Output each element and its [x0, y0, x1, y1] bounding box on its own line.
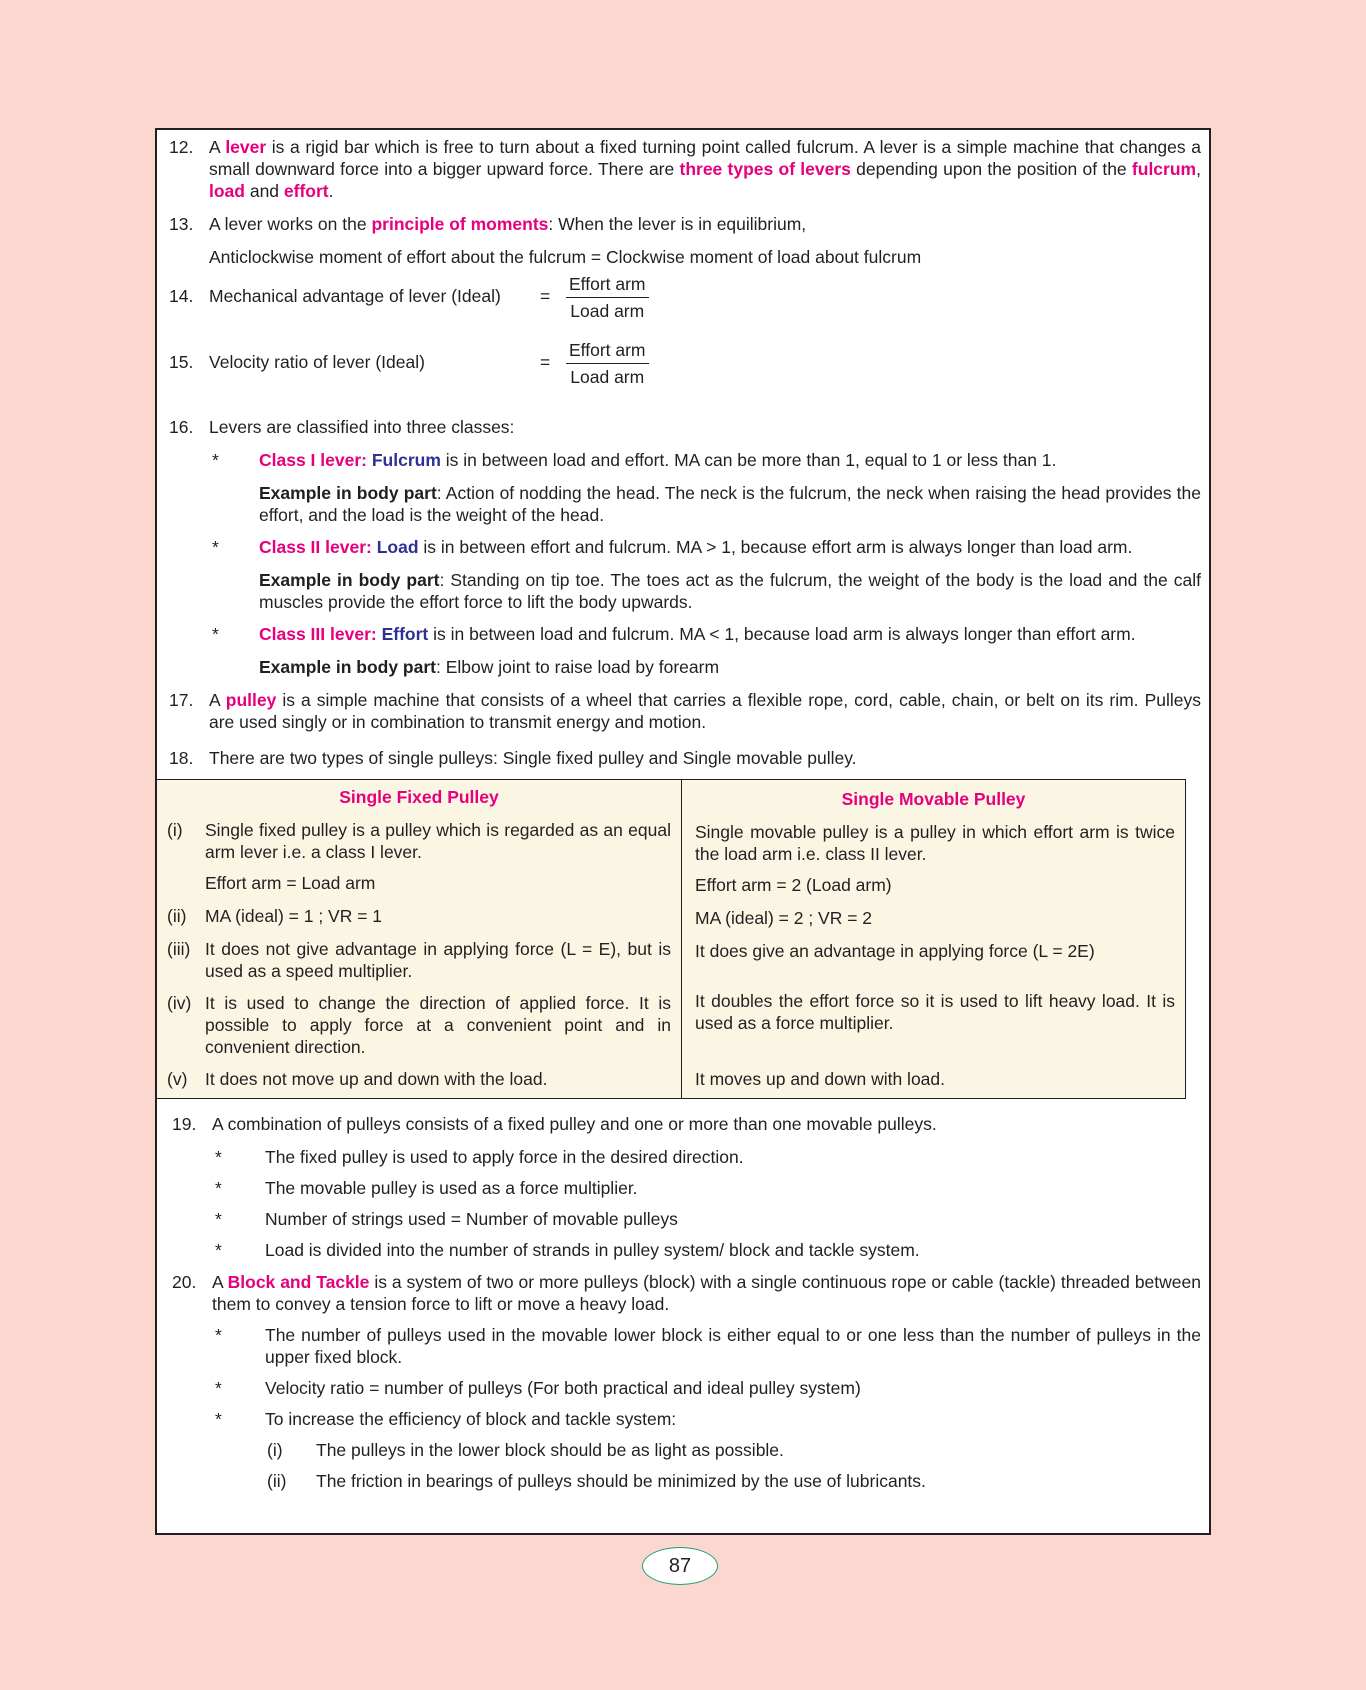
text: A	[209, 137, 226, 157]
denominator: Load arm	[570, 367, 645, 387]
equals-sign: =	[540, 286, 551, 306]
bullet-text: The movable pulley is used as a force multiplier.	[265, 1178, 638, 1198]
item-number: 20.	[172, 1272, 197, 1292]
bullet-icon: *	[215, 1240, 222, 1260]
term-fulcrum: fulcrum	[1131, 159, 1197, 179]
row-number: (iv)	[167, 993, 192, 1013]
movable-cell: It doubles the effort force so it is used to lift heavy load. It is used as a force multiplier.	[695, 991, 1175, 1033]
text: A	[209, 690, 226, 710]
fixed-cell: Single fixed pulley is a pulley which is regarded as an equal arm lever i.e. a class I lever.	[205, 820, 671, 862]
item-number: 17.	[169, 690, 194, 710]
example-text: : Action of nodding the head. The neck is the fulcrum, the neck when raising the head provides the effort, and the load is the weight of the head.	[259, 483, 1201, 525]
fixed-cell: It is used to change the direction of applied force. It is possible to apply force at a convenient point and in convenient direction.	[205, 993, 671, 1057]
term-lever: lever	[225, 137, 267, 157]
text: is in between load and effort. MA can be more than 1, equal to 1 or less than 1.	[440, 450, 1057, 470]
bullet-text: To increase the efficiency of block and tackle system:	[265, 1409, 677, 1429]
item-number: 19.	[172, 1114, 197, 1134]
content-box	[155, 128, 1211, 1535]
header-fixed-pulley: Single Fixed Pulley	[339, 787, 499, 807]
fraction	[566, 339, 649, 388]
item-number: 18.	[169, 748, 194, 768]
bullet-text: The fixed pulley is used to apply force in the desired direction.	[265, 1147, 744, 1167]
column-divider	[681, 780, 682, 1098]
class-name: Class I lever:	[259, 450, 372, 470]
bullet-text: Velocity ratio = number of pulleys (For both practical and ideal pulley system)	[265, 1378, 861, 1398]
fixed-cell: Effort arm = Load arm	[205, 873, 376, 893]
term-load: load	[209, 181, 245, 201]
text: A	[212, 1272, 228, 1292]
header-movable-pulley: Single Movable Pulley	[841, 789, 1026, 809]
text: is a system of two or more pulleys (block) with a single continuous rope or cable (tackle) threaded between them to convey a tension force to lift or move a heavy load.	[212, 1272, 1201, 1314]
item-number: 15.	[169, 352, 194, 372]
item-text: Levers are classified into three classes:	[209, 417, 515, 437]
text: : When the lever is in equilibrium,	[548, 214, 807, 234]
term-block-and-tackle: Block and Tackle	[227, 1272, 370, 1292]
pulley-comparison-table	[157, 779, 1186, 1099]
bullet-icon: *	[215, 1409, 222, 1429]
text: is a rigid bar which is free to turn about a fixed turning point called fulcrum. A lever is a simple machine that changes a small downward force into a bigger upward force. There are	[209, 137, 1201, 179]
bullet-icon: *	[215, 1378, 222, 1398]
item-number: 12.	[169, 137, 194, 157]
movable-cell: Single movable pulley is a pulley in which effort arm is twice the load arm i.e. class II lever.	[695, 822, 1175, 864]
item-text: A combination of pulleys consists of a fixed pulley and one or more than one movable pulleys.	[212, 1114, 937, 1134]
page-number: 87	[642, 1547, 718, 1585]
text: ,	[1196, 159, 1201, 179]
item-text	[209, 136, 1201, 202]
class-key: Effort	[381, 624, 429, 644]
class-name: Class III lever:	[259, 624, 382, 644]
bullet-text: Load is divided into the number of strands in pulley system/ block and tackle system.	[265, 1240, 920, 1260]
numerator: Effort arm	[566, 339, 649, 364]
text: A lever works on the	[209, 214, 372, 234]
bullet-icon: *	[215, 1178, 222, 1198]
term-principle-of-moments: principle of moments	[371, 214, 549, 234]
item-number: 14.	[169, 286, 194, 306]
fixed-cell: It does not give advantage in applying force (L = E), but is used as a speed multiplier.	[205, 939, 671, 981]
class-key: Fulcrum	[371, 450, 441, 470]
bullet-icon: *	[212, 624, 219, 644]
bullet-icon: *	[212, 450, 219, 470]
example-label: Example in body part	[259, 657, 436, 677]
example-text: : Elbow joint to raise load by forearm	[435, 657, 720, 677]
bullet-text: Number of strings used = Number of movable pulleys	[265, 1209, 678, 1229]
item-number: 13.	[169, 214, 194, 234]
fixed-cell: It does not move up and down with the load.	[205, 1069, 548, 1089]
denominator: Load arm	[570, 301, 645, 321]
term-three-types: three types of levers	[679, 159, 851, 179]
fixed-cell: MA (ideal) = 1 ; VR = 1	[205, 906, 383, 926]
movable-cell: It moves up and down with load.	[695, 1069, 946, 1089]
numerator: Effort arm	[566, 273, 649, 298]
text: and	[244, 181, 284, 201]
row-number: (iii)	[167, 939, 191, 959]
sub-number: (ii)	[267, 1471, 287, 1491]
example-label: Example in body part	[259, 483, 437, 503]
text: is in between effort and fulcrum. MA > 1, because effort arm is always longer than load arm.	[418, 537, 1133, 557]
text: is a simple machine that consists of a wheel that carries a flexible rope, cord, cable, chain, or belt on its rim. Pulleys are used singly or in combination to transmit energy and motion.	[209, 690, 1201, 732]
fraction	[566, 273, 649, 322]
sub-number: (i)	[267, 1440, 283, 1460]
bullet-text: The number of pulleys used in the movable lower block is either equal to or one less than the number of pulleys in the upper fixed block.	[265, 1325, 1201, 1367]
term-pulley: pulley	[225, 690, 277, 710]
row-number: (ii)	[167, 906, 187, 926]
term-effort: effort	[283, 181, 329, 201]
example-text: : Standing on tip toe. The toes act as the fulcrum, the weight of the body is the load and the calf muscles provide the effort force to lift the body upwards.	[259, 570, 1202, 612]
movable-cell: It does give an advantage in applying force (L = 2E)	[695, 941, 1095, 961]
equals-sign: =	[540, 352, 551, 372]
item-text	[209, 213, 1201, 235]
text: is in between load and fulcrum. MA < 1, because load arm is always longer than effort arm.	[428, 624, 1136, 644]
bullet-icon: *	[215, 1147, 222, 1167]
movable-cell: MA (ideal) = 2 ; VR = 2	[695, 908, 873, 928]
class-name: Class II lever:	[259, 537, 377, 557]
bullet-icon: *	[215, 1325, 222, 1345]
sub-text: The friction in bearings of pulleys should be minimized by the use of lubricants.	[316, 1471, 926, 1491]
text: depending upon the position of the	[850, 159, 1132, 179]
moment-equation: Anticlockwise moment of effort about the fulcrum = Clockwise moment of load about fulcrum	[209, 247, 922, 267]
row-number: (v)	[167, 1069, 188, 1089]
formula-label: Velocity ratio of lever (Ideal)	[209, 352, 425, 372]
bullet-icon: *	[212, 537, 219, 557]
class-key: Load	[376, 537, 419, 557]
row-number: (i)	[167, 820, 183, 840]
formula-label: Mechanical advantage of lever (Ideal)	[209, 286, 501, 306]
item-text: There are two types of single pulleys: Single fixed pulley and Single movable pulley.	[209, 748, 857, 768]
text: .	[328, 181, 334, 201]
item-number: 16.	[169, 417, 194, 437]
example-label: Example in body part	[259, 570, 440, 590]
movable-cell: Effort arm = 2 (Load arm)	[695, 875, 892, 895]
bullet-icon: *	[215, 1209, 222, 1229]
sub-text: The pulleys in the lower block should be as light as possible.	[316, 1440, 784, 1460]
